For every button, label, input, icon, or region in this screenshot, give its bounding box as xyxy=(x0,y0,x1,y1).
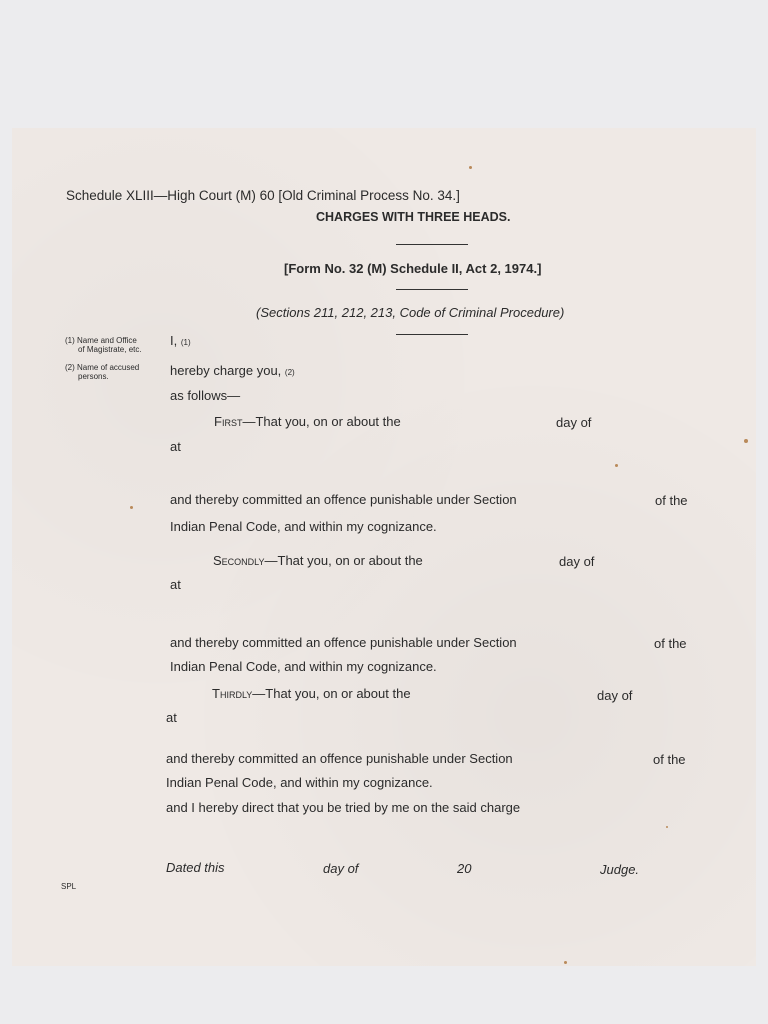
margin-note-1a: (1) Name and Office xyxy=(65,336,137,345)
first-ipc-line: Indian Penal Code, and within my cognizance. xyxy=(170,519,437,534)
divider-1 xyxy=(396,244,468,245)
first-label: First xyxy=(214,414,243,429)
sections-line: (Sections 211, 212, 213, Code of Criminal Procedure) xyxy=(256,305,565,320)
divider-2 xyxy=(396,289,468,290)
form-title: CHARGES WITH THREE HEADS. xyxy=(316,210,511,224)
second-ipc-line: Indian Penal Code, and within my cognizance. xyxy=(170,659,437,674)
judge-label: Judge. xyxy=(600,862,640,877)
second-of-the: of the xyxy=(654,636,687,651)
charge-line xyxy=(170,363,295,381)
third-head-line xyxy=(212,686,411,702)
second-head-line xyxy=(213,553,423,569)
third-offence-line: and thereby committed an offence punishable under Section xyxy=(166,751,513,766)
margin-note-1b: of Magistrate, etc. xyxy=(78,345,142,354)
paper-speck xyxy=(666,826,668,828)
spl-label: SPL xyxy=(61,882,77,891)
margin-note-2a: (2) Name of accused xyxy=(65,363,140,372)
first-at: at xyxy=(170,439,181,454)
footer-year: 20 xyxy=(457,861,472,876)
paper-speck xyxy=(469,166,472,169)
schedule-line: Schedule XLIII—High Court (M) 60 [Old Criminal Process No. 34.] xyxy=(66,188,460,203)
third-of-the: of the xyxy=(653,752,686,767)
third-day-of: day of xyxy=(597,688,633,703)
first-head-line xyxy=(214,414,401,430)
form-number-line: [Form No. 32 (M) Schedule II, Act 2, 1974.] xyxy=(284,261,542,276)
paper-speck xyxy=(564,961,567,964)
second-label: Secondly xyxy=(213,553,265,568)
first-text: —That you, on or about the xyxy=(242,414,401,429)
second-day-of: day of xyxy=(559,554,595,569)
margin-note-2b: persons. xyxy=(78,372,109,381)
footer-day-of: day of xyxy=(323,861,359,876)
second-at: at xyxy=(170,577,181,592)
i-label: I, xyxy=(170,333,178,348)
paper-speck xyxy=(615,464,618,467)
first-offence-line: and thereby committed an offence punishable under Section xyxy=(170,492,517,507)
paper-speck xyxy=(130,506,133,509)
second-offence-line: and thereby committed an offence punishable under Section xyxy=(170,635,517,650)
charge-label: hereby charge you, xyxy=(170,363,282,378)
third-ipc-line: Indian Penal Code, and within my cognizance. xyxy=(166,775,433,790)
third-label: Thirdly xyxy=(212,686,253,701)
i-line xyxy=(170,333,191,351)
i-ref: (1) xyxy=(180,338,191,347)
third-text: —That you, on or about the xyxy=(252,686,411,701)
form-paper xyxy=(12,128,756,966)
paper-speck xyxy=(744,439,748,443)
charge-ref: (2) xyxy=(284,368,295,377)
third-at: at xyxy=(166,710,177,725)
second-text: —That you, on or about the xyxy=(264,553,423,568)
direct-line: and I hereby direct that you be tried by me on the said charge xyxy=(166,800,521,815)
dated-this: Dated this xyxy=(166,860,225,875)
first-day-of: day of xyxy=(556,415,592,430)
divider-3 xyxy=(396,334,468,335)
first-of-the: of the xyxy=(655,493,688,508)
as-follows: as follows— xyxy=(170,388,241,403)
